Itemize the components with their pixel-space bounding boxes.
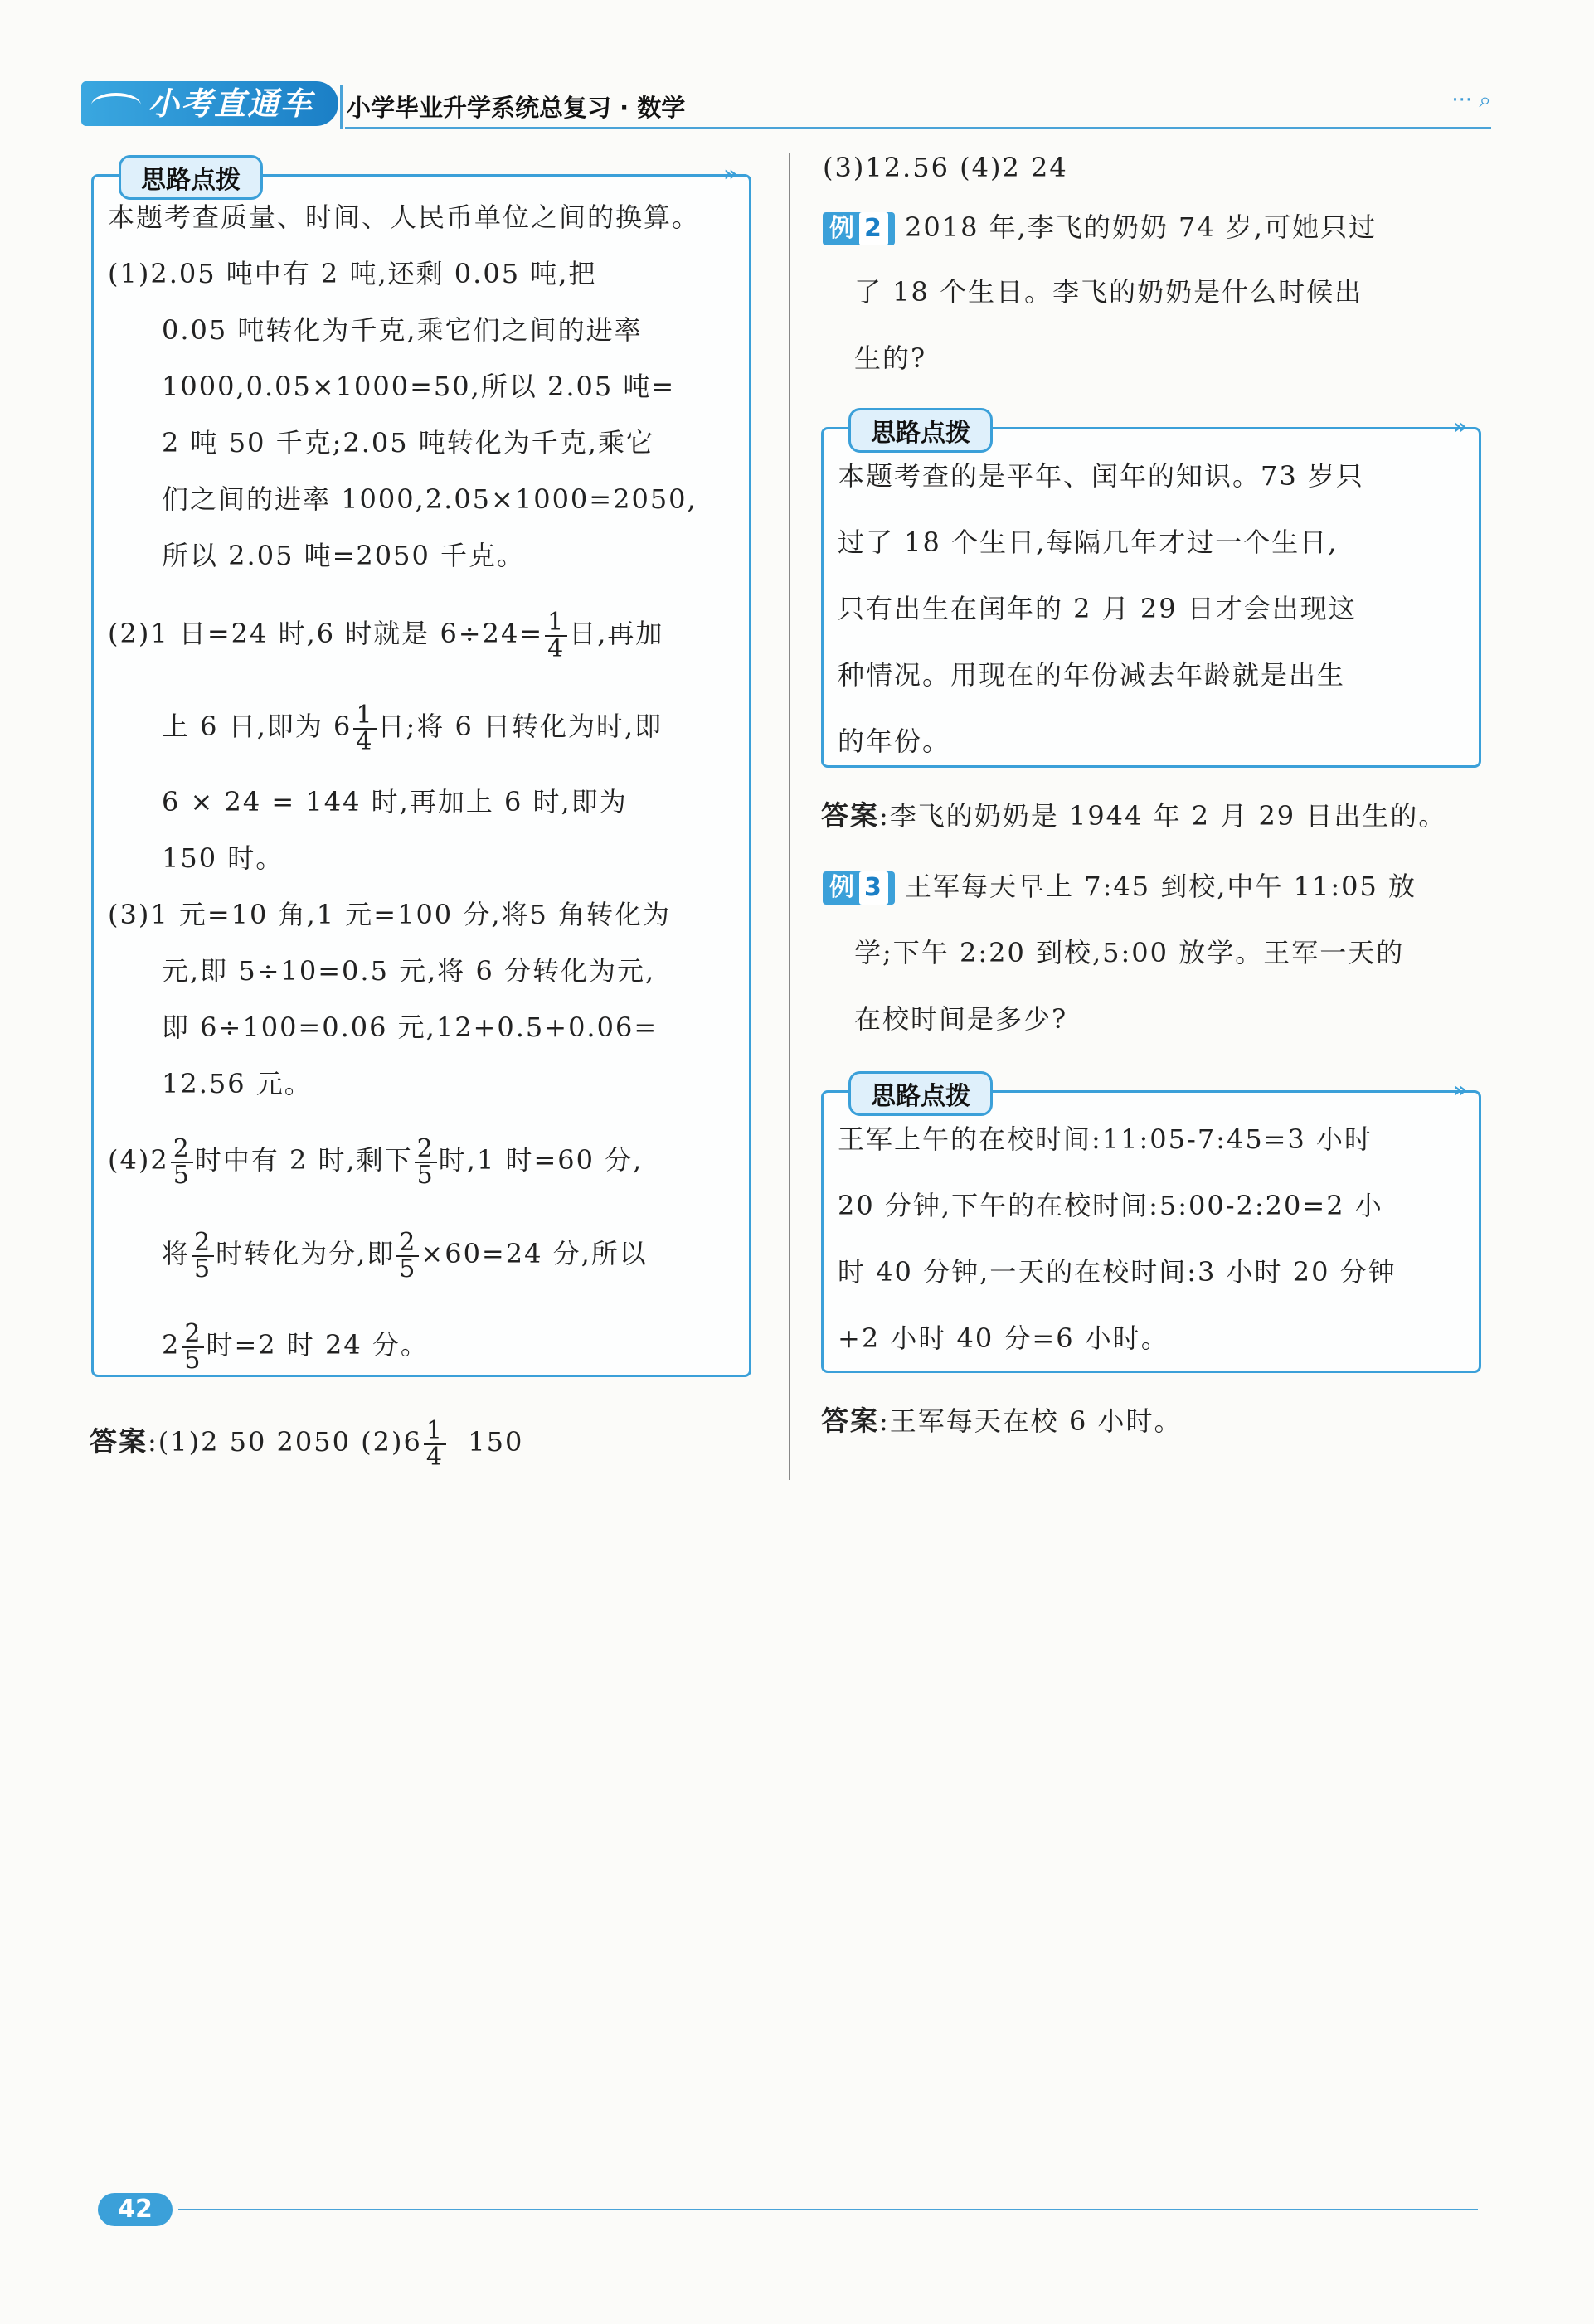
hint-ex3-line: 王军上午的在校时间:11:05-7:45=3 小时 (838, 1123, 1373, 1155)
hint-p2-line: 6 × 24 = 144 时,再加上 6 时,即为 (162, 786, 628, 818)
example-3-answer (821, 1393, 1183, 1449)
fraction: $\frac{2}{5}$ (192, 1230, 214, 1282)
left-answer (90, 1414, 523, 1470)
fraction: $\frac{2}{5}$ (171, 1137, 193, 1188)
page-header (81, 81, 1491, 129)
fraction: $\frac{1}{4}$ (545, 610, 567, 662)
p2-text: 日;将 6 日转化为时,即 (377, 711, 663, 742)
hint-p4-line (162, 1225, 648, 1282)
header-rule (345, 127, 1491, 129)
hint-box-label: 思路点拨 (848, 1071, 993, 1116)
answer-text: :王军每天在校 6 小时。 (879, 1405, 1183, 1437)
hint-p1-line: 所以 2.05 吨=2050 千克。 (162, 540, 526, 571)
p2-text: 日,再加 (569, 618, 664, 649)
fraction: $\frac{2}{5}$ (182, 1322, 204, 1373)
answer-text: :(1)2 50 2050 (2)6 (148, 1426, 422, 1458)
hint-ex2-line: 的年份。 (838, 725, 951, 757)
p4-text: 时,1 时=60 分, (438, 1144, 644, 1176)
hint-p4-line (162, 1317, 429, 1373)
hint-p2-line (108, 605, 663, 662)
logo-text: 小考直通车 (148, 85, 314, 122)
hint-p1-line: 0.05 吨转化为千克,乘它们之间的进率 (162, 314, 643, 346)
hint-ex3-line: +2 小时 40 分=6 小时。 (838, 1322, 1169, 1354)
hint-p3-line: 元,即 5÷10=0.5 元,将 6 分转化为元, (162, 955, 656, 987)
answer-continued: (3)12.56 (4)2 24 (823, 152, 1068, 183)
hint-p1-line: 们之间的进率 1000,2.05×1000=2050, (162, 483, 697, 515)
example-3-line: 学;下午 2:20 到校,5:00 放学。王军一天的 (854, 937, 1405, 968)
example-2-line: 生的? (854, 342, 927, 374)
hint-ex3-line: 20 分钟,下午的在校时间:5:00-2:20=2 小 (838, 1190, 1383, 1221)
answer-text: 150 (468, 1426, 524, 1458)
hint-p1-line: (1)2.05 吨中有 2 吨,还剩 0.05 吨,把 (108, 258, 597, 289)
p4-text: 将 (162, 1238, 191, 1269)
fraction: $\frac{2}{5}$ (396, 1230, 419, 1282)
hint-p3-line: 即 6÷100=0.06 元,12+0.5+0.06= (162, 1012, 658, 1043)
answer-label: 答案 (90, 1425, 148, 1458)
example-3-text: 王军每天早上 7:45 到校,中午 11:05 放 (905, 871, 1417, 902)
answer-text: :李飞的奶奶是 1944 年 2 月 29 日出生的。 (879, 800, 1447, 832)
p4-text: 2 (162, 1329, 181, 1361)
hint-ex2-line: 本题考查的是平年、闰年的知识。73 岁只 (838, 460, 1364, 492)
chevron-right-icon: » (723, 162, 737, 187)
p4-text: 时中有 2 时,剩下 (194, 1144, 413, 1176)
footer-rule (178, 2209, 1478, 2210)
fraction: $\frac{1}{4}$ (424, 1419, 446, 1470)
p4-text: 时=2 时 24 分。 (206, 1329, 429, 1361)
answer-label: 答案 (821, 799, 879, 832)
hint-p2-line: 150 时。 (162, 842, 284, 874)
search-icon: ··· ⌕ (1451, 88, 1491, 113)
p2-text: 上 6 日,即为 6 (162, 711, 352, 742)
hint-p3-line: 12.56 元。 (162, 1068, 313, 1099)
column-divider (789, 153, 790, 1480)
hint-intro: 本题考查质量、时间、人民币单位之间的换算。 (108, 201, 701, 233)
hint-p2-line (162, 698, 663, 754)
p2-text: (2)1 日=24 时,6 时就是 6÷24= (108, 618, 544, 649)
header-divider (340, 85, 343, 129)
hint-p1-line: 2 吨 50 千克;2.05 吨转化为千克,乘它 (162, 427, 654, 458)
fraction: $\frac{2}{5}$ (415, 1137, 437, 1188)
hint-ex3-line: 时 40 分钟,一天的在校时间:3 小时 20 分钟 (838, 1256, 1397, 1288)
brand-logo (81, 81, 338, 126)
book-title: 小学毕业升学系统总复习 · 数学 (347, 94, 686, 122)
p4-text: (4)2 (108, 1144, 169, 1176)
page-number: 42 (98, 2193, 173, 2226)
chevron-right-icon: » (1453, 415, 1467, 439)
example-2-answer (821, 788, 1446, 844)
example-3-line (823, 858, 1417, 915)
p4-text: 时转化为分,即 (216, 1238, 396, 1269)
hint-ex2-line: 过了 18 个生日,每隔几年才过一个生日, (838, 526, 1339, 558)
hint-box-label: 思路点拨 (119, 155, 263, 200)
p4-text: ×60=24 分,所以 (420, 1238, 648, 1269)
wave-icon (91, 93, 141, 118)
fraction: $\frac{1}{4}$ (353, 703, 376, 754)
example-2-text: 2018 年,李飞的奶奶 74 岁,可她只过 (905, 211, 1378, 243)
example-tag: 例 3 (823, 871, 895, 905)
hint-box-label: 思路点拨 (848, 408, 993, 453)
example-tag: 例 2 (823, 212, 895, 245)
answer-label: 答案 (821, 1405, 879, 1437)
chevron-right-icon: » (1453, 1078, 1467, 1103)
hint-p1-line: 1000,0.05×1000=50,所以 2.05 吨= (162, 371, 676, 402)
hint-ex2-line: 种情况。用现在的年份减去年龄就是出生 (838, 659, 1346, 691)
hint-p4-line (108, 1132, 643, 1188)
hint-p3-line: (3)1 元=10 角,1 元=100 分,将5 角转化为 (108, 899, 672, 930)
example-2-line (823, 199, 1377, 255)
example-3-line: 在校时间是多少? (854, 1003, 1068, 1035)
example-2-line: 了 18 个生日。李飞的奶奶是什么时候出 (854, 276, 1363, 308)
hint-ex2-line: 只有出生在闰年的 2 月 29 日才会出现这 (838, 593, 1357, 624)
